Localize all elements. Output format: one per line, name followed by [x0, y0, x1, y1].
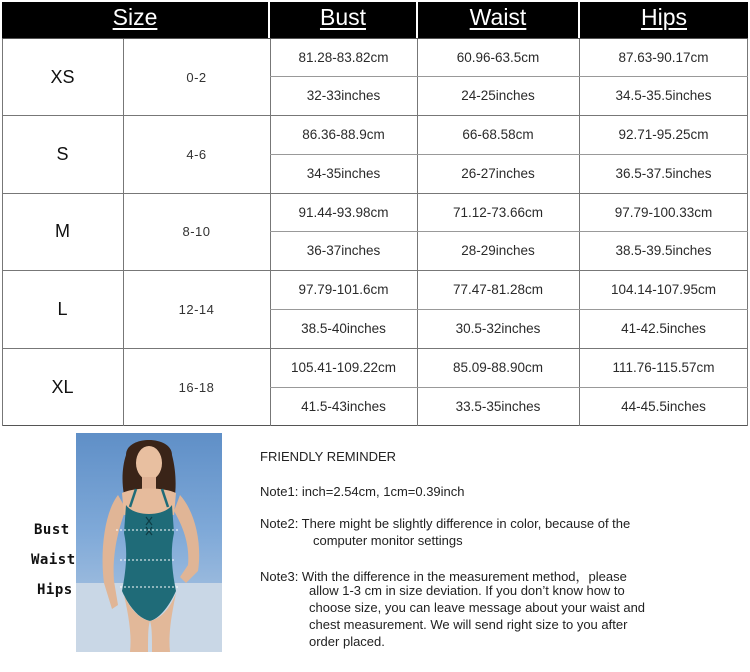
us-size-label: 4-6: [186, 146, 207, 162]
size-label: S: [56, 143, 69, 164]
reminder-title: FRIENDLY REMINDER: [260, 449, 397, 464]
waist-label: Waist: [31, 552, 76, 568]
us-size-label: 0-2: [186, 69, 207, 85]
waist-inches: 33.5-35inches: [455, 399, 541, 414]
size-label: XL: [51, 376, 74, 397]
note-2-line-1: Note2: There might be slightly difference in color, because of the: [260, 516, 631, 531]
hips-inches: 36.5-37.5inches: [615, 166, 712, 181]
note-3-line-1: Note3: With the difference in the measurement method，please: [260, 569, 627, 584]
waist-cm: 71.12-73.66cm: [452, 204, 544, 220]
bust-cm: 81.28-83.82cm: [298, 50, 389, 65]
header-bust: Bust: [319, 4, 367, 30]
note-3-line-2: allow 1-3 cm in size deviation. If you don’t know how to: [309, 583, 625, 598]
bust-cm: 105.41-109.22cm: [290, 360, 397, 375]
hips-cm: 87.63-90.17cm: [618, 50, 709, 65]
model-photo: [76, 433, 222, 652]
waist-cm: 66-68.58cm: [462, 127, 534, 142]
header-hips: Hips: [640, 4, 687, 30]
hips-inches: 44-45.5inches: [621, 399, 706, 414]
note-2-line-2: computer monitor settings: [313, 533, 463, 548]
size-chart-table: [2, 38, 748, 426]
waist-cm: 77.47-81.28cm: [452, 282, 544, 297]
waist-inches: 26-27inches: [461, 166, 535, 181]
hips-cm: 111.76-115.57cm: [612, 360, 715, 375]
header-size: Size: [112, 4, 158, 30]
us-size-label: 12-14: [178, 301, 215, 317]
note-3-line-4: chest measurement. We will send right size to you after: [309, 617, 628, 632]
bust-inches: 36-37inches: [306, 243, 381, 258]
bust-cm: 91.44-93.98cm: [298, 204, 389, 220]
waist-inches: 24-25inches: [461, 88, 535, 103]
waist-cm: 60.96-63.5cm: [456, 50, 540, 65]
right-arm: [174, 495, 199, 583]
us-size-label: 16-18: [178, 379, 215, 395]
bust-inches: 41.5-43inches: [301, 399, 386, 414]
bust-inches: 34-35inches: [306, 166, 381, 181]
waist-inches: 30.5-32inches: [455, 321, 541, 336]
swimsuit: [122, 505, 176, 621]
hips-cm: 92.71-95.25cm: [618, 127, 709, 142]
us-size-label: 8-10: [182, 224, 211, 239]
hips-cm: 104.14-107.95cm: [610, 282, 717, 297]
size-label: XS: [50, 66, 75, 87]
hips-cm: 97.79-100.33cm: [614, 204, 713, 220]
bust-cm: 97.79-101.6cm: [298, 282, 389, 297]
hips-label: Hips: [37, 582, 73, 598]
header-waist: Waist: [469, 4, 527, 30]
size-chart-header: [2, 2, 748, 38]
face: [136, 446, 162, 480]
waist-cm: 85.09-88.90cm: [452, 360, 544, 375]
hips-inches: 41-42.5inches: [621, 321, 706, 336]
hips-inches: 38.5-39.5inches: [615, 243, 712, 258]
note-3-line-5: order placed.: [309, 634, 385, 649]
bust-inches: 38.5-40inches: [301, 321, 386, 336]
note-1: Note1: inch=2.54cm, 1cm=0.39inch: [260, 484, 465, 499]
hips-inches: 34.5-35.5inches: [615, 88, 712, 103]
bust-inches: 32-33inches: [306, 88, 381, 103]
size-label: M: [55, 221, 70, 241]
note-3-line-3: choose size, you can leave message about your waist and: [309, 600, 646, 615]
bust-label: Bust: [34, 522, 70, 538]
model-illustration: [76, 433, 222, 652]
waist-inches: 28-29inches: [461, 243, 535, 258]
bust-cm: 86.36-88.9cm: [302, 127, 385, 142]
size-label: L: [57, 298, 68, 319]
